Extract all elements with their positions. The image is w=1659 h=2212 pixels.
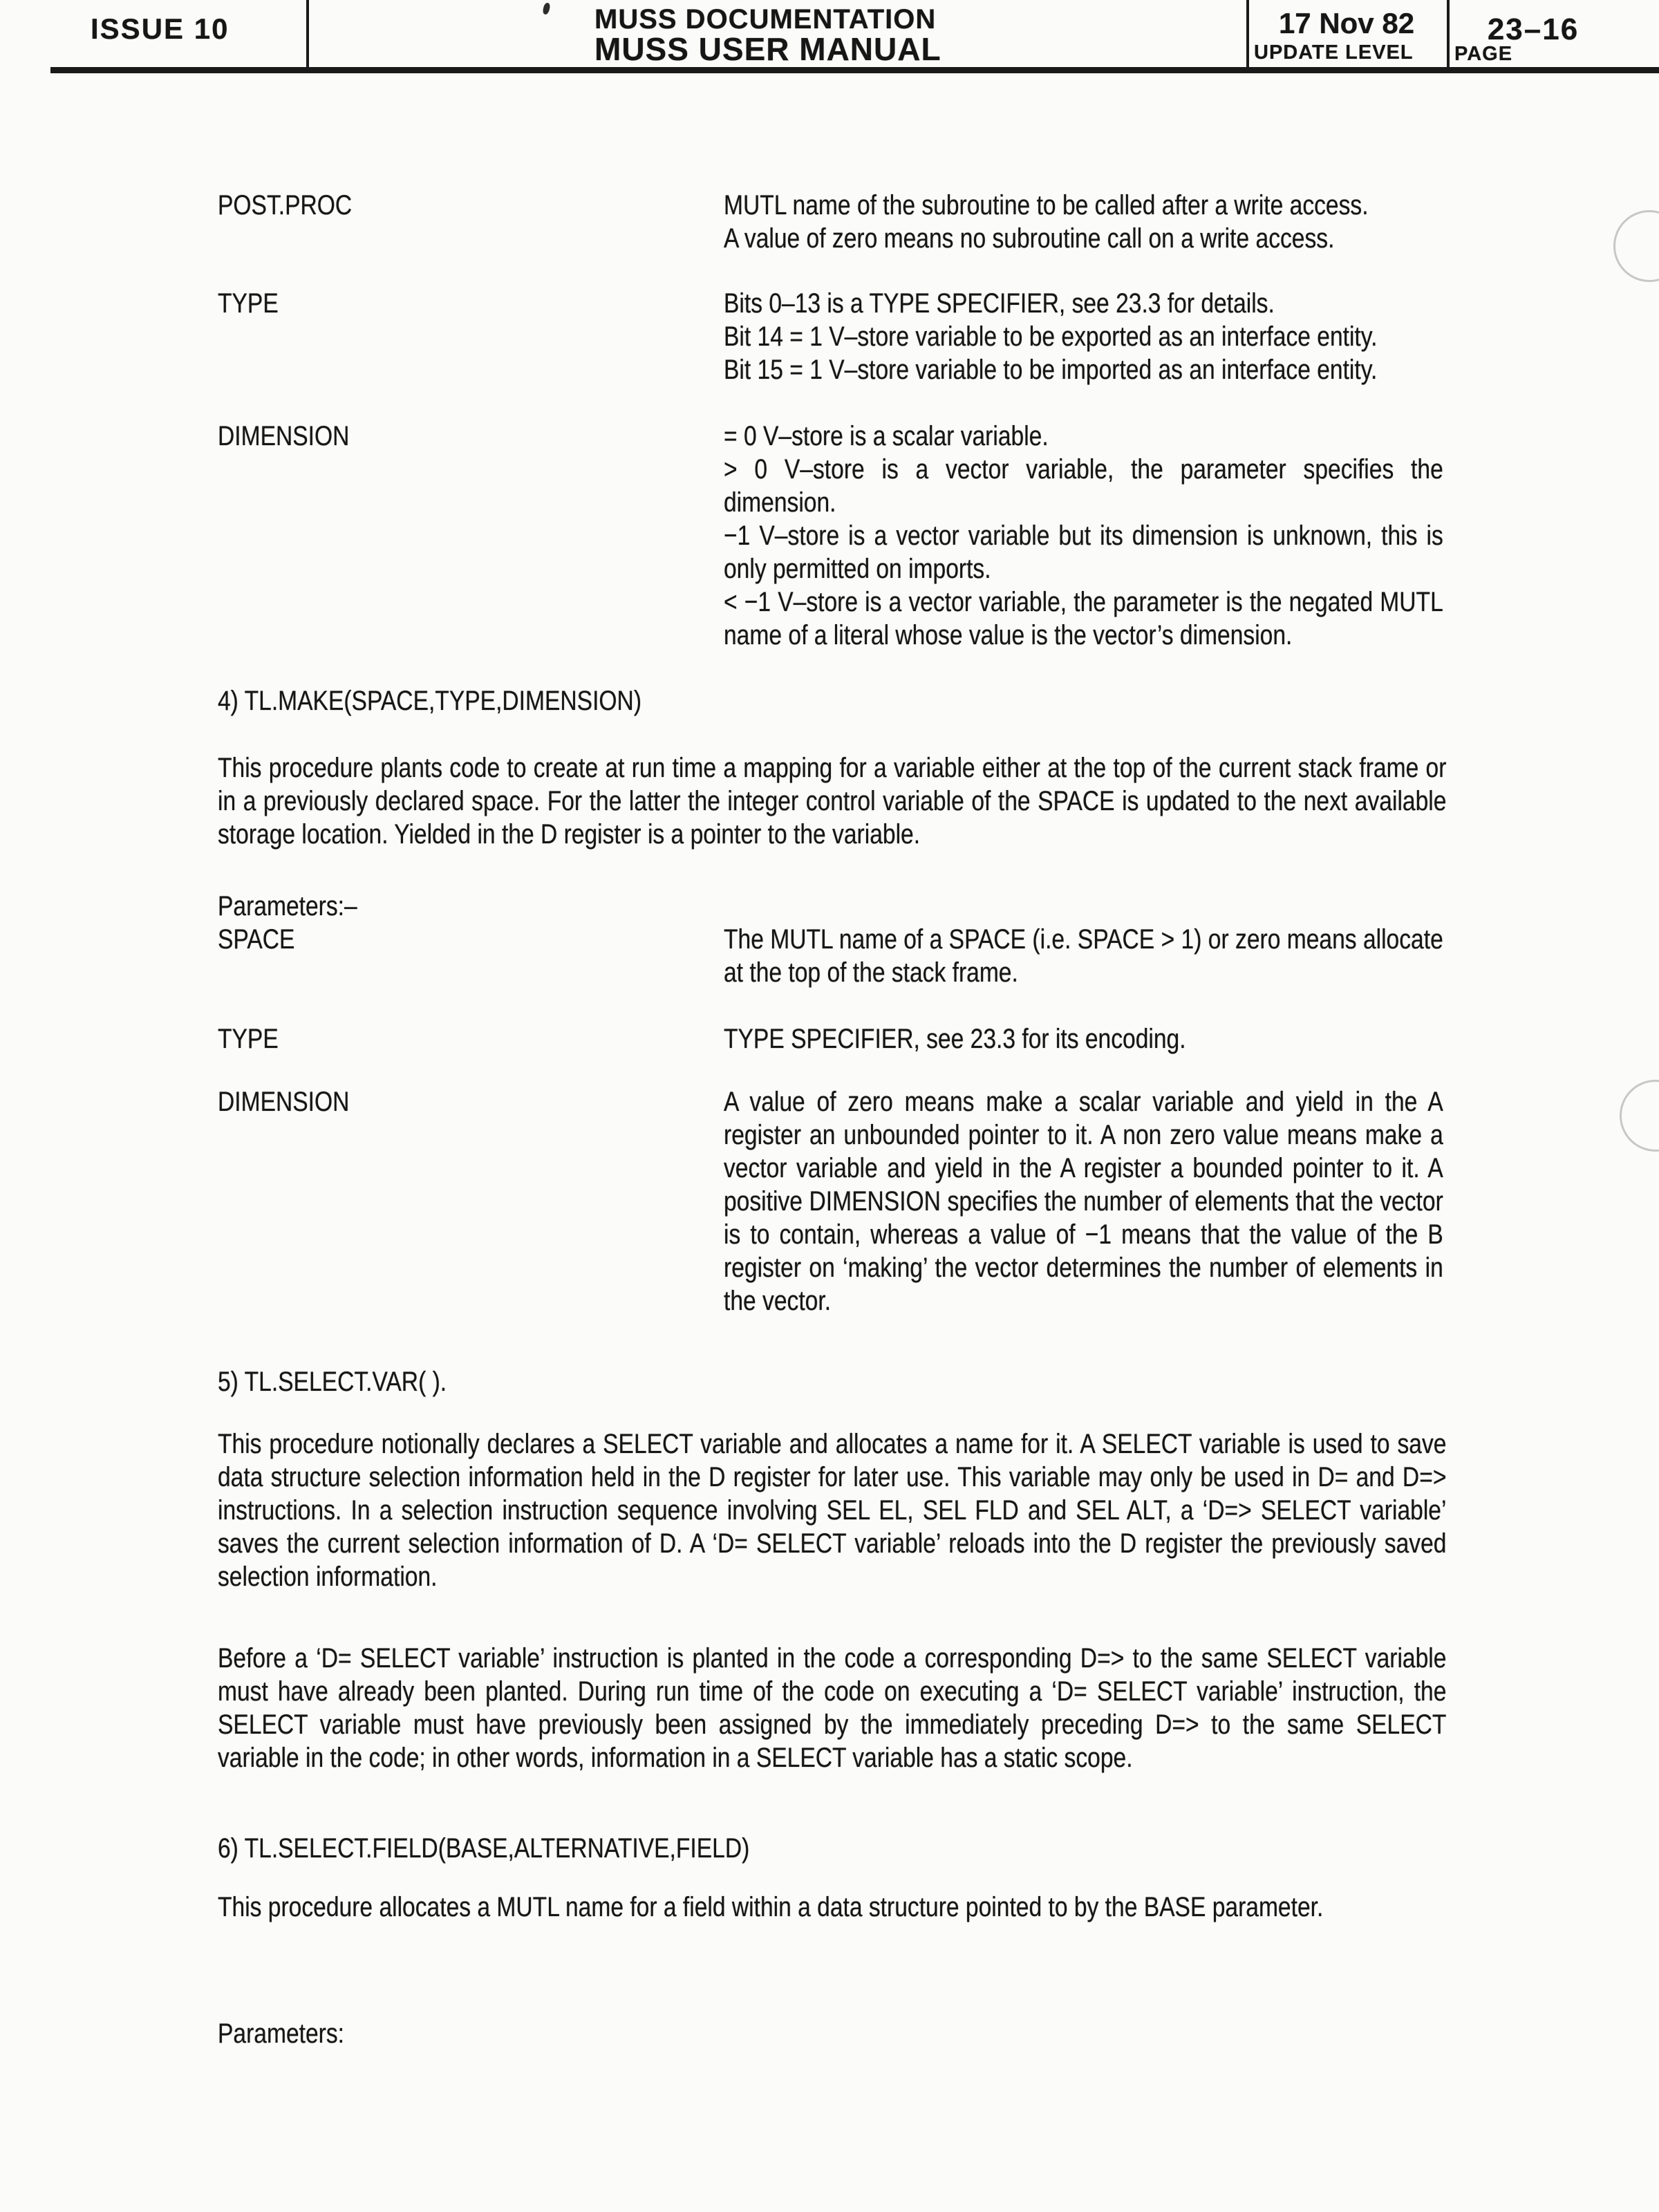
definition-line: < −1 V–store is a vector variable, the parameter is the negated MUTL name of a literal whose value is the vector’s dimension. [724,587,1443,650]
param-label-space: SPACE [218,924,295,955]
parameters-label-2: Parameters: [218,2018,345,2049]
header-divider-1 [306,0,309,70]
scan-speck [542,2,551,15]
param-definition-dimension-2 [724,1085,1443,1318]
definition-line: > 0 V–store is a vector variable, the parameter specifies the dimension. [724,454,1443,518]
definition-line: Bit 14 = 1 V–store variable to be exported as an interface entity. [724,321,1378,352]
section-heading-tl-select-field: 6) TL.SELECT.FIELD(BASE,ALTERNATIVE,FIELD) [218,1833,750,1864]
update-level-label: UPDATE LEVEL [1254,41,1414,64]
definition-line: A value of zero means make a scalar variable and yield in the A register an unbounded pointer to it. A non zero value means make a vector variable and yield in the A register a bounded pointer to it. A positive DIMENSION specifies the number of elements that the vector is to contain, whereas a value of −1 means that the value of the B register on ‘making’ the vector determines the number of elements in the vector. [724,1087,1443,1316]
page-number: 23–16 [1487,12,1580,46]
param-label-type: TYPE [218,288,279,319]
paragraph-select-field-description: This procedure allocates a MUTL name for a field within a data structure pointed to by the BASE parameter. [218,1892,1324,1922]
definition-line: −1 V–store is a vector variable but its dimension is unknown, this is only permitted on imports. [724,521,1443,584]
definition-line: TYPE SPECIFIER, see 23.3 for its encoding. [724,1024,1186,1054]
section-heading-tl-select-var: 5) TL.SELECT.VAR( ). [218,1367,447,1397]
section-heading-tl-make: 4) TL.MAKE(SPACE,TYPE,DIMENSION) [218,686,642,716]
issue-number: ISSUE 10 [91,12,229,45]
param-definition-dimension [724,420,1443,652]
punch-hole-mark [1620,1080,1659,1152]
param-definition-type-2 [724,1022,1443,1056]
punch-hole-mark [1613,210,1659,282]
manual-title: MUSS USER MANUAL [594,31,941,67]
param-definition-type [724,287,1443,386]
paragraph-select-var-rules: Before a ‘D= SELECT variable’ instruction is planted in the code a corresponding D=> to the same SELECT variable must have already been planted. During run time of the code on executing a ‘D= SELECT variable’ instruction, the SELECT variable must have previously been assigned by the immediately preceding D=> to the same SELECT variable in the code; in other words, information in a SELECT variable has a static scope. [218,1643,1447,1773]
definition-line: Bit 15 = 1 V–store variable to be imported as an interface entity. [724,355,1378,385]
definition-line: = 0 V–store is a scalar variable. [724,421,1049,451]
definition-line: The MUTL name of a SPACE (i.e. SPACE > 1) or zero means allocate at the top of the stack frame. [724,924,1443,988]
parameters-label: Parameters:– [218,891,357,921]
param-label-dimension-2: DIMENSION [218,1087,350,1117]
param-label-post-proc: POST.PROC [218,190,353,221]
param-label-dimension: DIMENSION [218,421,350,451]
paragraph-select-var-description: This procedure notionally declares a SELECT variable and allocates a name for it. A SELECT variable is used to save data structure selection information held in the D register for later use. This variable may only be used in D= and D=> instructions. In a selection instruction sequence involving SEL EL, SEL FLD and SEL ALT, a ‘D=> SELECT variable’ saves the current selection information of D. A ‘D= SELECT variable’ reloads into the D register the previously saved selection information. [218,1429,1447,1592]
param-definition-space [724,923,1443,989]
document-title: MUSS DOCUMENTATION [594,4,937,35]
definition-line: A value of zero means no subroutine call on a write access. [724,223,1335,254]
param-definition-post-proc [724,189,1443,255]
header-rule [50,67,1659,73]
update-level-value: 17 Nov 82 [1278,7,1415,39]
page-number-label: PAGE [1454,43,1513,65]
definition-line: Bits 0–13 is a TYPE SPECIFIER, see 23.3 for details. [724,288,1275,319]
definition-line: MUTL name of the subroutine to be called after a write access. [724,190,1369,221]
param-label-type-2: TYPE [218,1024,279,1054]
paragraph-tl-make-description: This procedure plants code to create at run time a mapping for a variable either at the top of the current stack frame or in a previously declared space. For the latter the integer control variable of the SPACE is updated to the next available storage location. Yielded in the D register is a pointer to the variable. [218,753,1447,850]
